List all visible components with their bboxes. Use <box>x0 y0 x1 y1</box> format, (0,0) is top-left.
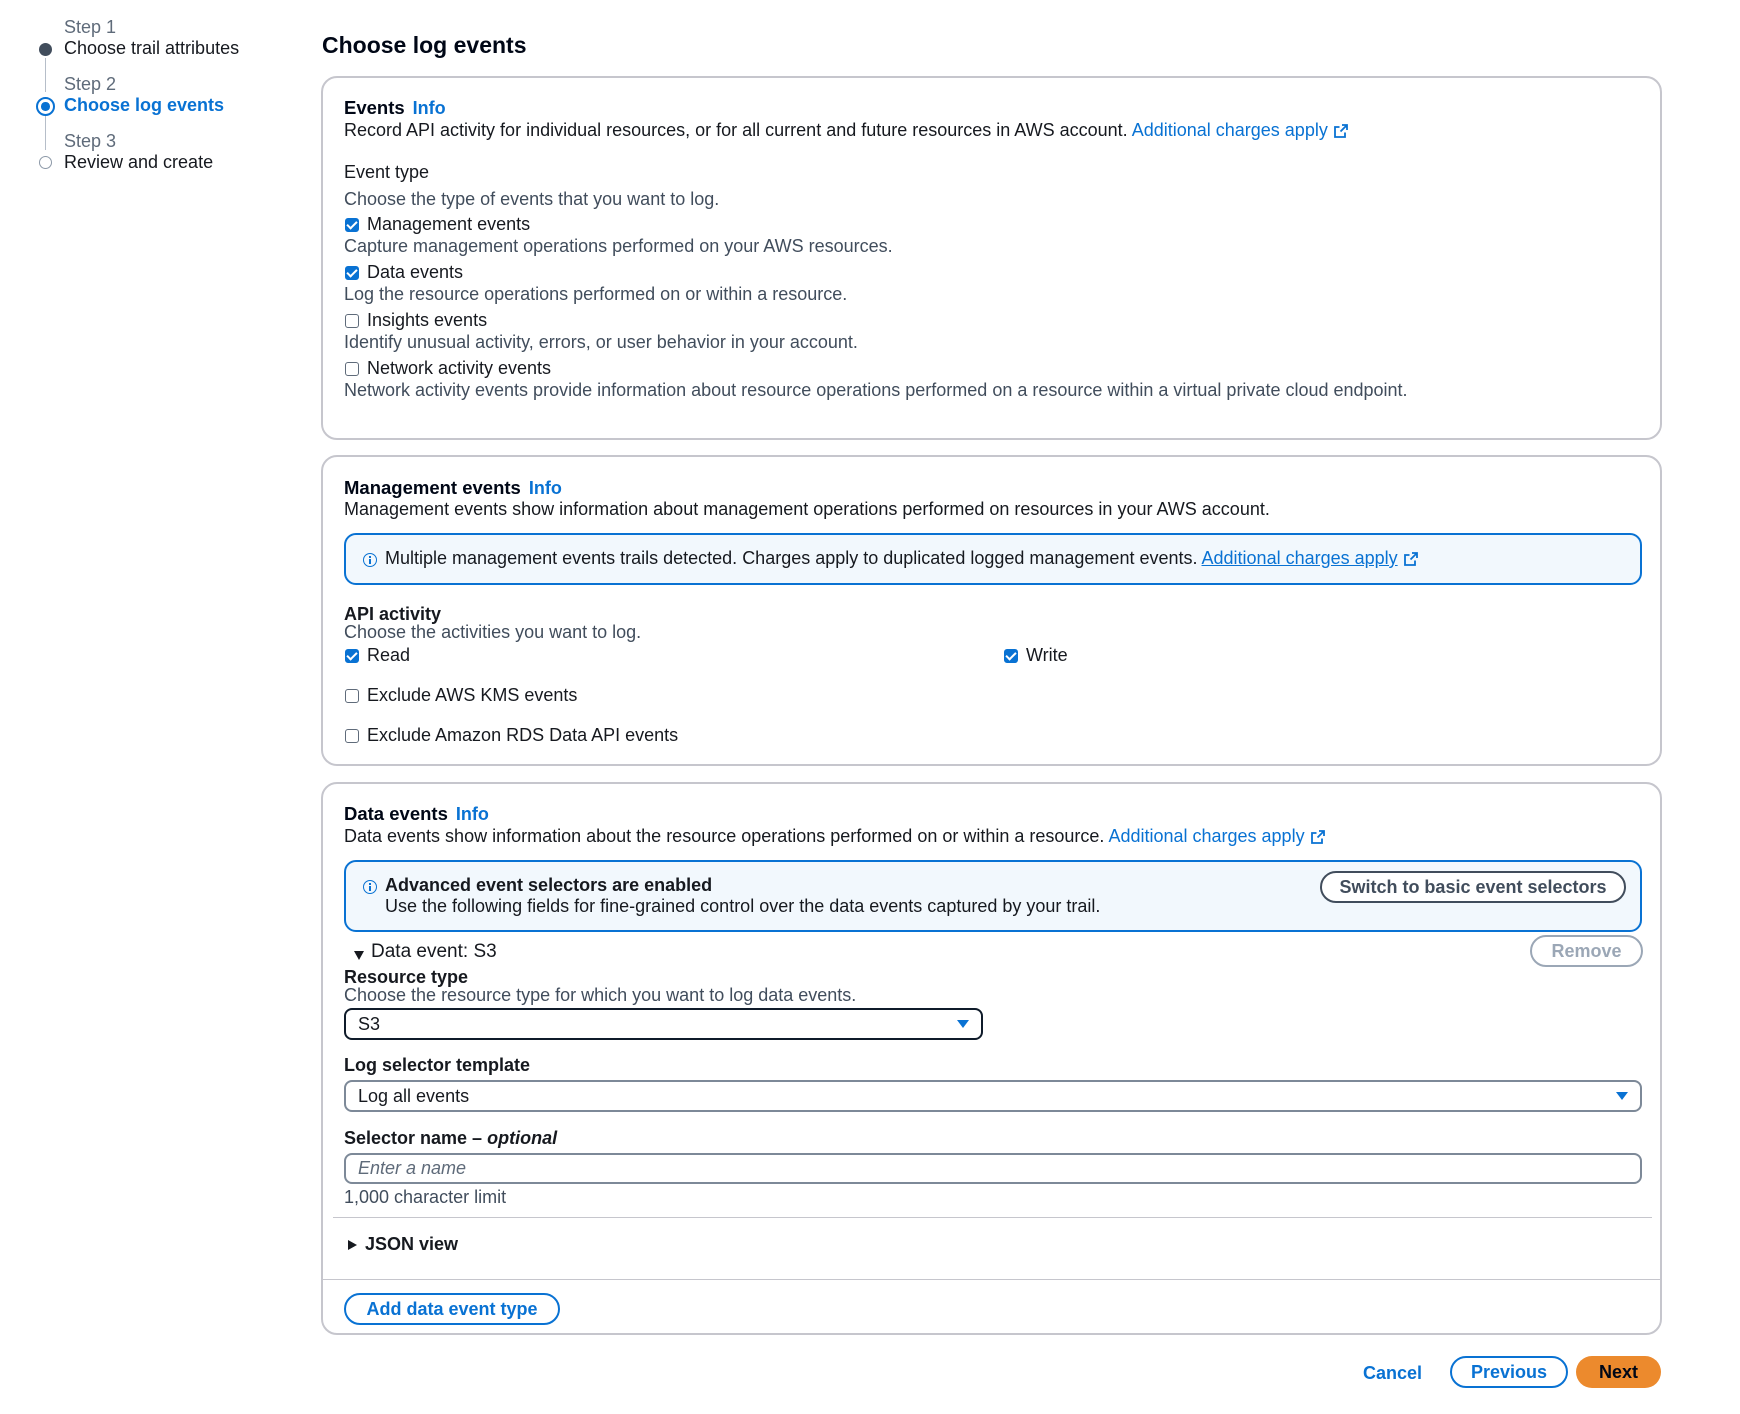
step-2-current: Choose log events <box>64 95 225 115</box>
step-2-dot-icon <box>36 97 55 116</box>
data-events-info-link[interactable]: Info <box>455 804 489 824</box>
step-3-dot-icon <box>39 156 52 169</box>
external-link-icon <box>1311 830 1325 844</box>
alert-message: Multiple management events trails detected. Charges apply to duplicated logged management events. <box>385 548 1198 568</box>
network-activity-events-checkbox[interactable] <box>345 362 359 376</box>
caret-right-icon[interactable] <box>348 1240 357 1250</box>
resource-type-value: S3 <box>358 1013 381 1034</box>
info-circle-icon <box>363 880 377 894</box>
step-1-label: Step 1 <box>64 17 117 37</box>
events-description-text: Record API activity for individual resources, or for all current and future resources in AWS account. <box>344 120 1128 140</box>
events-title: Events <box>344 97 405 118</box>
selector-name-input[interactable] <box>344 1153 1642 1184</box>
step-3-label-title: Review and create <box>64 152 214 172</box>
resource-type-select[interactable] <box>344 1008 983 1040</box>
advanced-selectors-alert <box>344 860 1642 932</box>
api-activity-label: API activity <box>344 604 442 624</box>
event-type-help: Choose the type of events that you want to log. <box>344 189 720 209</box>
resource-type-help: Choose the resource type for which you want to log data events. <box>344 985 857 1005</box>
data-events-card <box>321 782 1662 1335</box>
management-title: Management events <box>344 477 521 498</box>
dropdown-caret-icon <box>1616 1092 1628 1100</box>
management-header <box>344 477 562 499</box>
selector-name-limit: 1,000 character limit <box>344 1187 507 1207</box>
api-activity-help: Choose the activities you want to log. <box>344 622 642 642</box>
duplicate-trails-alert-text <box>385 548 1418 569</box>
data-events-charges-link[interactable]: Additional charges apply <box>1108 826 1324 846</box>
resource-type-label: Resource type <box>344 967 469 987</box>
alert-charges-link[interactable]: Additional charges apply <box>1201 548 1398 568</box>
cancel-button[interactable]: Cancel <box>1363 1363 1423 1383</box>
management-events-description: Capture management operations performed on your AWS resources. <box>344 236 893 256</box>
event-type-label: Event type <box>344 162 430 182</box>
events-card <box>321 76 1662 440</box>
log-selector-template-value: Log all events <box>358 1085 470 1106</box>
management-events-checkbox[interactable] <box>345 218 359 232</box>
step-2-label: Step 2 <box>64 74 117 94</box>
info-circle-icon <box>363 553 377 567</box>
write-checkbox[interactable] <box>1004 649 1018 663</box>
data-events-checkbox[interactable] <box>345 266 359 280</box>
management-events-card <box>321 455 1662 766</box>
advanced-selectors-text: Use the following fields for fine-grained control over the data events captured by your trail. <box>385 896 1101 916</box>
events-charges-link[interactable]: Additional charges apply <box>1132 120 1348 140</box>
events-info-link[interactable]: Info <box>412 98 446 118</box>
data-events-label[interactable]: Data events <box>367 262 464 282</box>
events-header <box>344 97 446 119</box>
step-3-label: Step 3 <box>64 131 117 151</box>
dropdown-caret-icon <box>957 1020 969 1028</box>
selector-name-label: Selector name – optional <box>344 1128 558 1148</box>
divider <box>323 1279 1660 1280</box>
step-1-dot-icon <box>39 43 52 56</box>
page-title: Choose log events <box>322 32 527 58</box>
log-selector-template-label: Log selector template <box>344 1055 531 1075</box>
json-view-toggle[interactable]: JSON view <box>365 1234 459 1254</box>
data-event-s3-header[interactable]: Data event: S3 <box>371 941 497 962</box>
insights-events-checkbox[interactable] <box>345 314 359 328</box>
step-1-link[interactable]: Choose trail attributes <box>64 38 240 58</box>
read-label[interactable]: Read <box>367 645 411 665</box>
remove-button[interactable]: Remove <box>1530 935 1643 967</box>
exclude-rds-label[interactable]: Exclude Amazon RDS Data API events <box>367 725 679 745</box>
step-connector <box>45 58 46 92</box>
caret-down-icon[interactable] <box>354 951 364 960</box>
management-info-link[interactable]: Info <box>528 478 562 498</box>
insights-events-description: Identify unusual activity, errors, or user behavior in your account. <box>344 332 858 352</box>
data-events-description <box>344 826 1325 847</box>
next-button[interactable]: Next <box>1576 1356 1661 1388</box>
management-description: Management events show information about management operations performed on resources in your AWS account. <box>344 499 1270 519</box>
log-selector-template-select[interactable] <box>344 1080 1642 1112</box>
write-label[interactable]: Write <box>1026 645 1068 665</box>
switch-to-basic-selectors-button[interactable]: Switch to basic event selectors <box>1320 871 1626 903</box>
data-events-header <box>344 803 489 825</box>
exclude-kms-label[interactable]: Exclude AWS KMS events <box>367 685 578 705</box>
duplicate-trails-alert <box>344 533 1642 585</box>
network-activity-events-description: Network activity events provide information about resource operations performed on a resource within a virtual private cloud endpoint. <box>344 380 1408 400</box>
data-events-description-text: Data events show information about the resource operations performed on or within a resource. <box>344 826 1105 846</box>
events-description <box>344 120 1348 141</box>
advanced-selectors-title: Advanced event selectors are enabled <box>385 875 713 895</box>
add-data-event-type-button[interactable]: Add data event type <box>344 1293 560 1325</box>
data-events-description: Log the resource operations performed on or within a resource. <box>344 284 848 304</box>
network-activity-events-label[interactable]: Network activity events <box>367 358 552 378</box>
external-link-icon <box>1334 124 1348 138</box>
read-checkbox[interactable] <box>345 649 359 663</box>
previous-button[interactable]: Previous <box>1450 1356 1568 1388</box>
management-events-label[interactable]: Management events <box>367 214 531 234</box>
step-connector <box>45 116 46 150</box>
optional-label: optional <box>487 1128 558 1148</box>
exclude-kms-checkbox[interactable] <box>345 689 359 703</box>
insights-events-label[interactable]: Insights events <box>367 310 488 330</box>
exclude-rds-checkbox[interactable] <box>345 729 359 743</box>
external-link-icon <box>1404 552 1418 566</box>
divider <box>333 1217 1652 1218</box>
data-events-title: Data events <box>344 803 448 824</box>
